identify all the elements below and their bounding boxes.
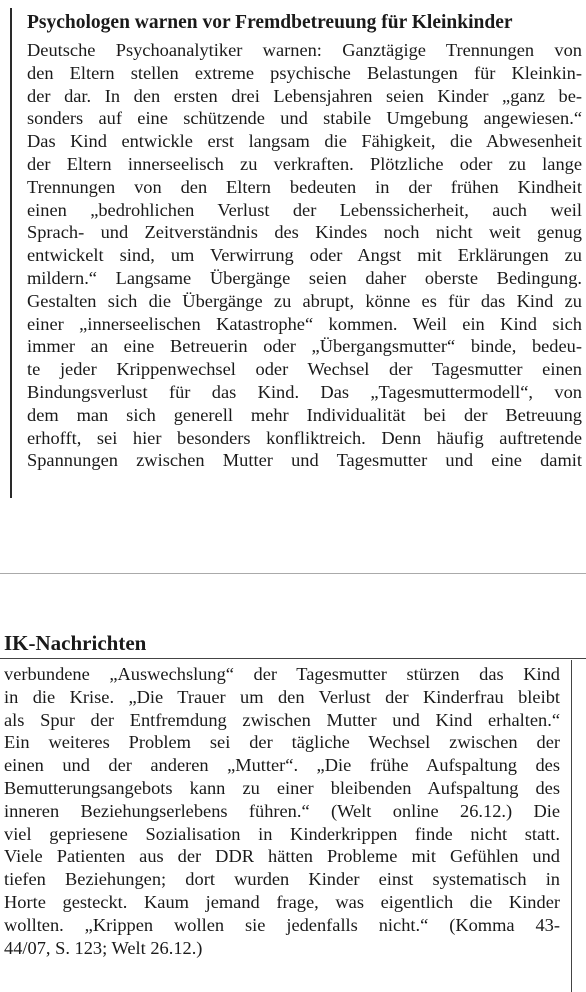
- text-line: tiefen Beziehungen; dort wurden Kinder einst systematisch in: [4, 869, 560, 890]
- text-line: dem man sich generell mehr Individualität bei der Betreuung: [27, 404, 582, 425]
- text-line: inneren Beziehungserlebens führen.“ (Welt online 26.12.) Die: [4, 800, 560, 821]
- article-top-text: [27, 39, 582, 472]
- section-rule: [0, 658, 586, 659]
- text-line: der Eltern innerseelisch zu verkraften. Plötzliche oder zu lange: [27, 153, 582, 174]
- text-line: Deutsche Psychoanalytiker warnen: Ganztägige Trennungen von: [27, 40, 582, 60]
- text-line: Horte gesteckt. Kaum jemand frage, was eigentlich die Kinder: [4, 891, 560, 912]
- text-line: sonders auf eine schützende und stabile Umgebung angewiesen.“: [27, 108, 582, 129]
- text-line: Sprach- und Zeitverständnis des Kindes noch nicht weit genug: [27, 222, 582, 243]
- article-headline: Psychologen warnen vor Fremdbetreuung für Kleinkinder: [27, 12, 513, 33]
- text-line: Trennungen von den Eltern bedeuten in der frühen Kindheit: [27, 176, 582, 197]
- text-line: entwickelt sind, um Verwirrung oder Angst mit Erklärungen zu: [27, 245, 582, 266]
- text-line: Gestalten sich die Übergänge zu abrupt, könne es für das Kind zu: [27, 290, 582, 311]
- text-line: erhofft, sei hier besonders konfliktreich. Denn häufig auftretende: [27, 427, 582, 448]
- text-line: als Spur der Entfremdung zwischen Mutter und Kind erhalten.“: [4, 709, 560, 730]
- page-divider: [0, 573, 586, 574]
- text-line: mildern.“ Langsame Übergänge seien daher oberste Bedingung.: [27, 267, 582, 288]
- text-line: verbundene „Auswechslung“ der Tagesmutter stürzen das Kind: [4, 664, 560, 684]
- text-line: Ein weiteres Problem sei der tägliche Wechsel zwischen der: [4, 732, 560, 753]
- text-line: den Eltern stellen extreme psychische Belastungen für Kleinkin-: [27, 62, 582, 83]
- text-line: einen und der anderen „Mutter“. „Die frühe Aufspaltung des: [4, 755, 560, 776]
- text-line: in die Krise. „Die Trauer um den Verlust der Kinderfrau bleibt: [4, 686, 560, 707]
- text-line: wollten. „Krippen wollen sie jedenfalls nicht.“ (Komma 43-: [4, 914, 560, 935]
- text-line: te jeder Krippenwechsel oder Wechsel der Tagesmutter einen: [27, 359, 582, 380]
- section-title: IK-Nachrichten: [4, 631, 147, 655]
- text-line: Spannungen zwischen Mutter und Tagesmutter und eine damit: [27, 450, 582, 471]
- text-line: der dar. In den ersten drei Lebensjahren seien Kinder „ganz be-: [27, 85, 582, 106]
- text-line: einer „innerseelischen Katastrophe“ kommen. Weil ein Kind sich: [27, 313, 582, 334]
- article-top-column: [10, 8, 584, 498]
- text-line: Bemutterungsangebots kann zu einer bleibenden Aufspaltung des: [4, 777, 560, 798]
- text-line: immer an eine Betreuerin oder „Übergangsmutter“ binde, bedeu-: [27, 336, 582, 357]
- text-line: einen „bedrohlichen Verlust der Lebenssicherheit, auch weil: [27, 199, 582, 220]
- text-line: Viele Patienten aus der DDR hätten Probleme mit Gefühlen und: [4, 846, 560, 867]
- text-line: 44/07, S. 123; Welt 26.12.): [4, 937, 203, 958]
- column-rule: [571, 660, 572, 992]
- text-line: Das Kind entwickle erst langsam die Fähigkeit, die Abwesenheit: [27, 131, 582, 152]
- text-line: viel gepriesene Sozialisation in Kinderkrippen finde nicht statt.: [4, 823, 560, 844]
- article-bottom-text: [4, 663, 560, 959]
- text-line: Bindungsverlust für das Kind. Das „Tagesmuttermodell“, von: [27, 381, 582, 402]
